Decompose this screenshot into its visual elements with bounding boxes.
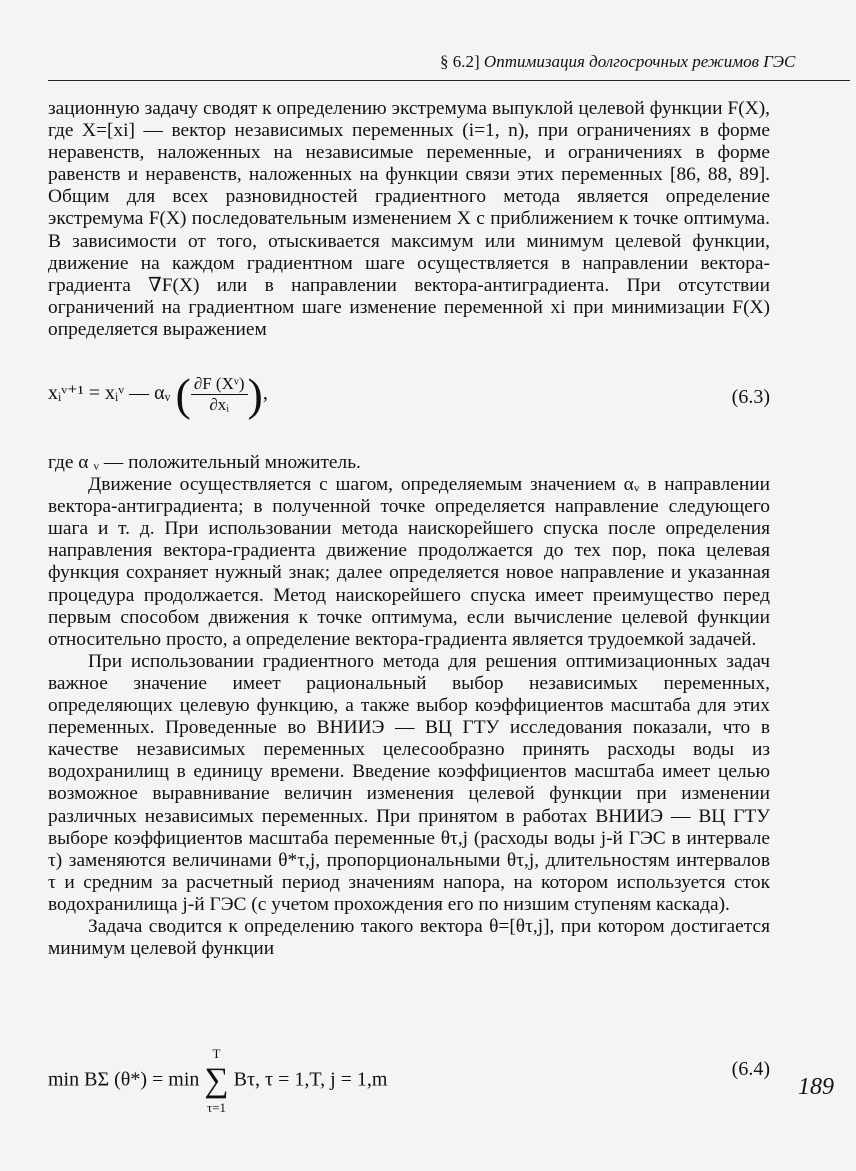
- paragraph-4: При использовании градиентного метода для решения оптимизационных задач важное значение имеет рациональный выбор независимых переменных, определяющих целевую функцию, а также выбор коэффициентов масштаба для этих переменных. Проведенные во ВНИИЭ — ВЦ ГТУ исследования показали, что в качестве независимых переменных целесообразно принять расходы воды из водохранилищ в единицу времени. Введение коэффициентов масштаба имеет целью возможное выравнивание величин изменения целевой функции при изменении различных независимых переменных. При принятом в работах ВНИИЭ — ВЦ ГТУ выборе коэффициентов масштаба переменные θτ,j (расходы воды j-й ГЭС в интервале τ) заменяются величинами θ*τ,j, пропорциональными θτ,j, длительностям интервалов τ и средним за расчетный период значениям напора, на котором используется сток водохранилища j-й ГЭС (с учетом прохождения его по низшим ступеням каскада).: [48, 650, 770, 915]
- paragraph-5: Задача сводится к определению такого вектора θ=[θτ,j], при котором достигается минимум целевой функции: [48, 915, 770, 960]
- body-text-middle: [48, 452, 770, 960]
- paragraph-2: где α ᵥ — положительный множитель.: [48, 452, 361, 473]
- formula-6-4-lhs: min BΣ (θ*) = min: [48, 1068, 200, 1091]
- formula-6-3-denominator: ∂xᵢ: [209, 395, 230, 414]
- page-number: 189: [798, 1074, 834, 1100]
- formula-6-4-number: (6.4): [731, 1058, 770, 1080]
- formula-6-4-expression: [48, 1046, 387, 1116]
- section-ref: § 6.2]: [440, 52, 480, 71]
- formula-6-4-sum-upper: T: [212, 1046, 221, 1061]
- paragraph-1: зационную задачу сводят к определению экстремума выпуклой целевой функции F(X), где X=[xi] — вектор независимых переменных (i=1, n), при ограничениях в форме неравенств, наложенных на независимые переменные, и ограничениях в форме равенств и неравенств, наложенных на функции связи этих переменных [86, 88, 89]. Общим для всех разновидностей градиентного метода является определение экстремума F(X) последовательным изменением X с приближением к точке оптимума. В зависимости от того, отыскивается максимум или минимум целевой функции, движение на каждом градиентном шаге осуществляется в направлении вектора-градиента ∇F(X) или в направлении вектора-антиградиента. При отсутствии ограничений на градиентном шаге изменение переменной xi при минимизации F(X) определяется выражением: [48, 98, 770, 340]
- formula-6-3-fraction: [191, 374, 248, 415]
- formula-6-3: [48, 368, 770, 428]
- running-header: [440, 52, 850, 72]
- formula-6-3-numerator: ∂F (Xᵛ): [191, 374, 248, 395]
- formula-6-3-lhs: xᵢᵛ⁺¹ = xᵢᵛ — αᵥ: [48, 382, 171, 405]
- formula-6-3-number: (6.3): [731, 386, 770, 408]
- formula-6-4-sum-lower: τ=1: [206, 1100, 227, 1115]
- body-text-top: [48, 98, 770, 341]
- paragraph-3: Движение осуществляется с шагом, определяемым значением αᵥ в направлении вектора-антиградиента; в полученной точке определяется направление следующего шага и т. д. При использовании метода наискорейшего спуска после определения направления вектора-градиента движение продолжается до тех пор, пока целевая функция сохраняет нужный знак; далее определяется новое направление и указанная процедура продолжается. Метод наискорейшего спуска имеет преимущество перед первым способом движения к точке оптимума, если вычисление целевой функции относительно просто, а определение вектора-градиента является трудоемкой задачей.: [48, 474, 770, 650]
- header-rule: [48, 80, 850, 81]
- formula-6-4-term: Bτ,: [233, 1068, 261, 1091]
- formula-6-4-sum: T ∑ τ=1: [204, 1046, 229, 1115]
- formula-6-3-expression: xᵢᵛ⁺¹ = xᵢᵛ — αᵥ ( $\frac{\text{∂F (Xᵛ)}}{\text{∂xᵢ}}$ ),: [48, 369, 268, 420]
- running-title: Оптимизация долгосрочных режимов ГЭС: [483, 52, 796, 71]
- formula-6-4-conditions: τ = 1,T, j = 1,m: [265, 1068, 388, 1091]
- formula-6-4: [48, 1040, 770, 1115]
